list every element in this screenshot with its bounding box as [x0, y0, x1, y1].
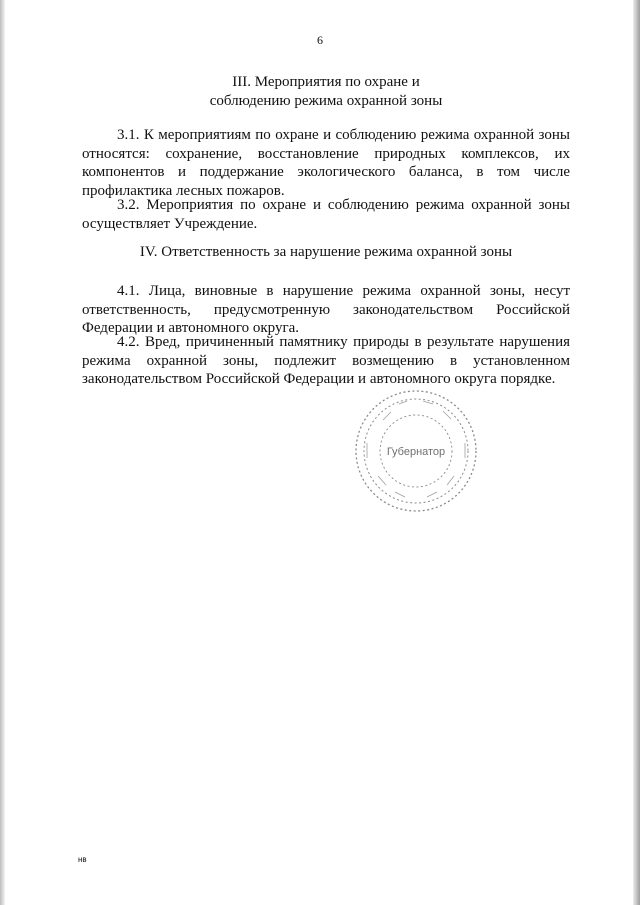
section-3-heading: [82, 73, 570, 111]
page-number: 6: [317, 33, 323, 47]
stamp-center-text: Губернатор: [386, 446, 446, 458]
paragraph-3-2: 3.2. Мероприятия по охране и соблюдению режима охранной зоны осуществляет Учреждение.: [82, 197, 570, 232]
section-3-heading-line-2: соблюдению режима охранной зоны: [209, 93, 443, 109]
paragraph-4-1: 4.1. Лица, виновные в нарушение режима охранной зоны, несут ответственность, предусмотренную законодательством Российской Федерации и автономного округа.: [82, 283, 570, 336]
scan-edge-right: [633, 0, 640, 905]
section-3-heading-line-1: III. Мероприятия по охране и: [232, 74, 420, 90]
section-4-heading: IV. Ответственность за нарушение режима охранной зоны: [139, 244, 513, 260]
official-seal-stamp-icon: [353, 388, 479, 514]
scan-edge-left: [0, 0, 5, 905]
paragraph-3-1: 3.1. К мероприятиям по охране и соблюдению режима охранной зоны относятся: сохранение, восстановление природных комплексов, их компонентов и поддержание экологического баланса, в том числе профилактика лесных пожаров.: [82, 127, 570, 199]
footer-mark: нв: [78, 855, 87, 864]
paragraph-4-2: 4.2. Вред, причиненный памятнику природы в результате нарушения режима охранной зоны, подлежит возмещению в установленном законодательством Российской Федерации и автономного округа порядке.: [82, 334, 570, 387]
